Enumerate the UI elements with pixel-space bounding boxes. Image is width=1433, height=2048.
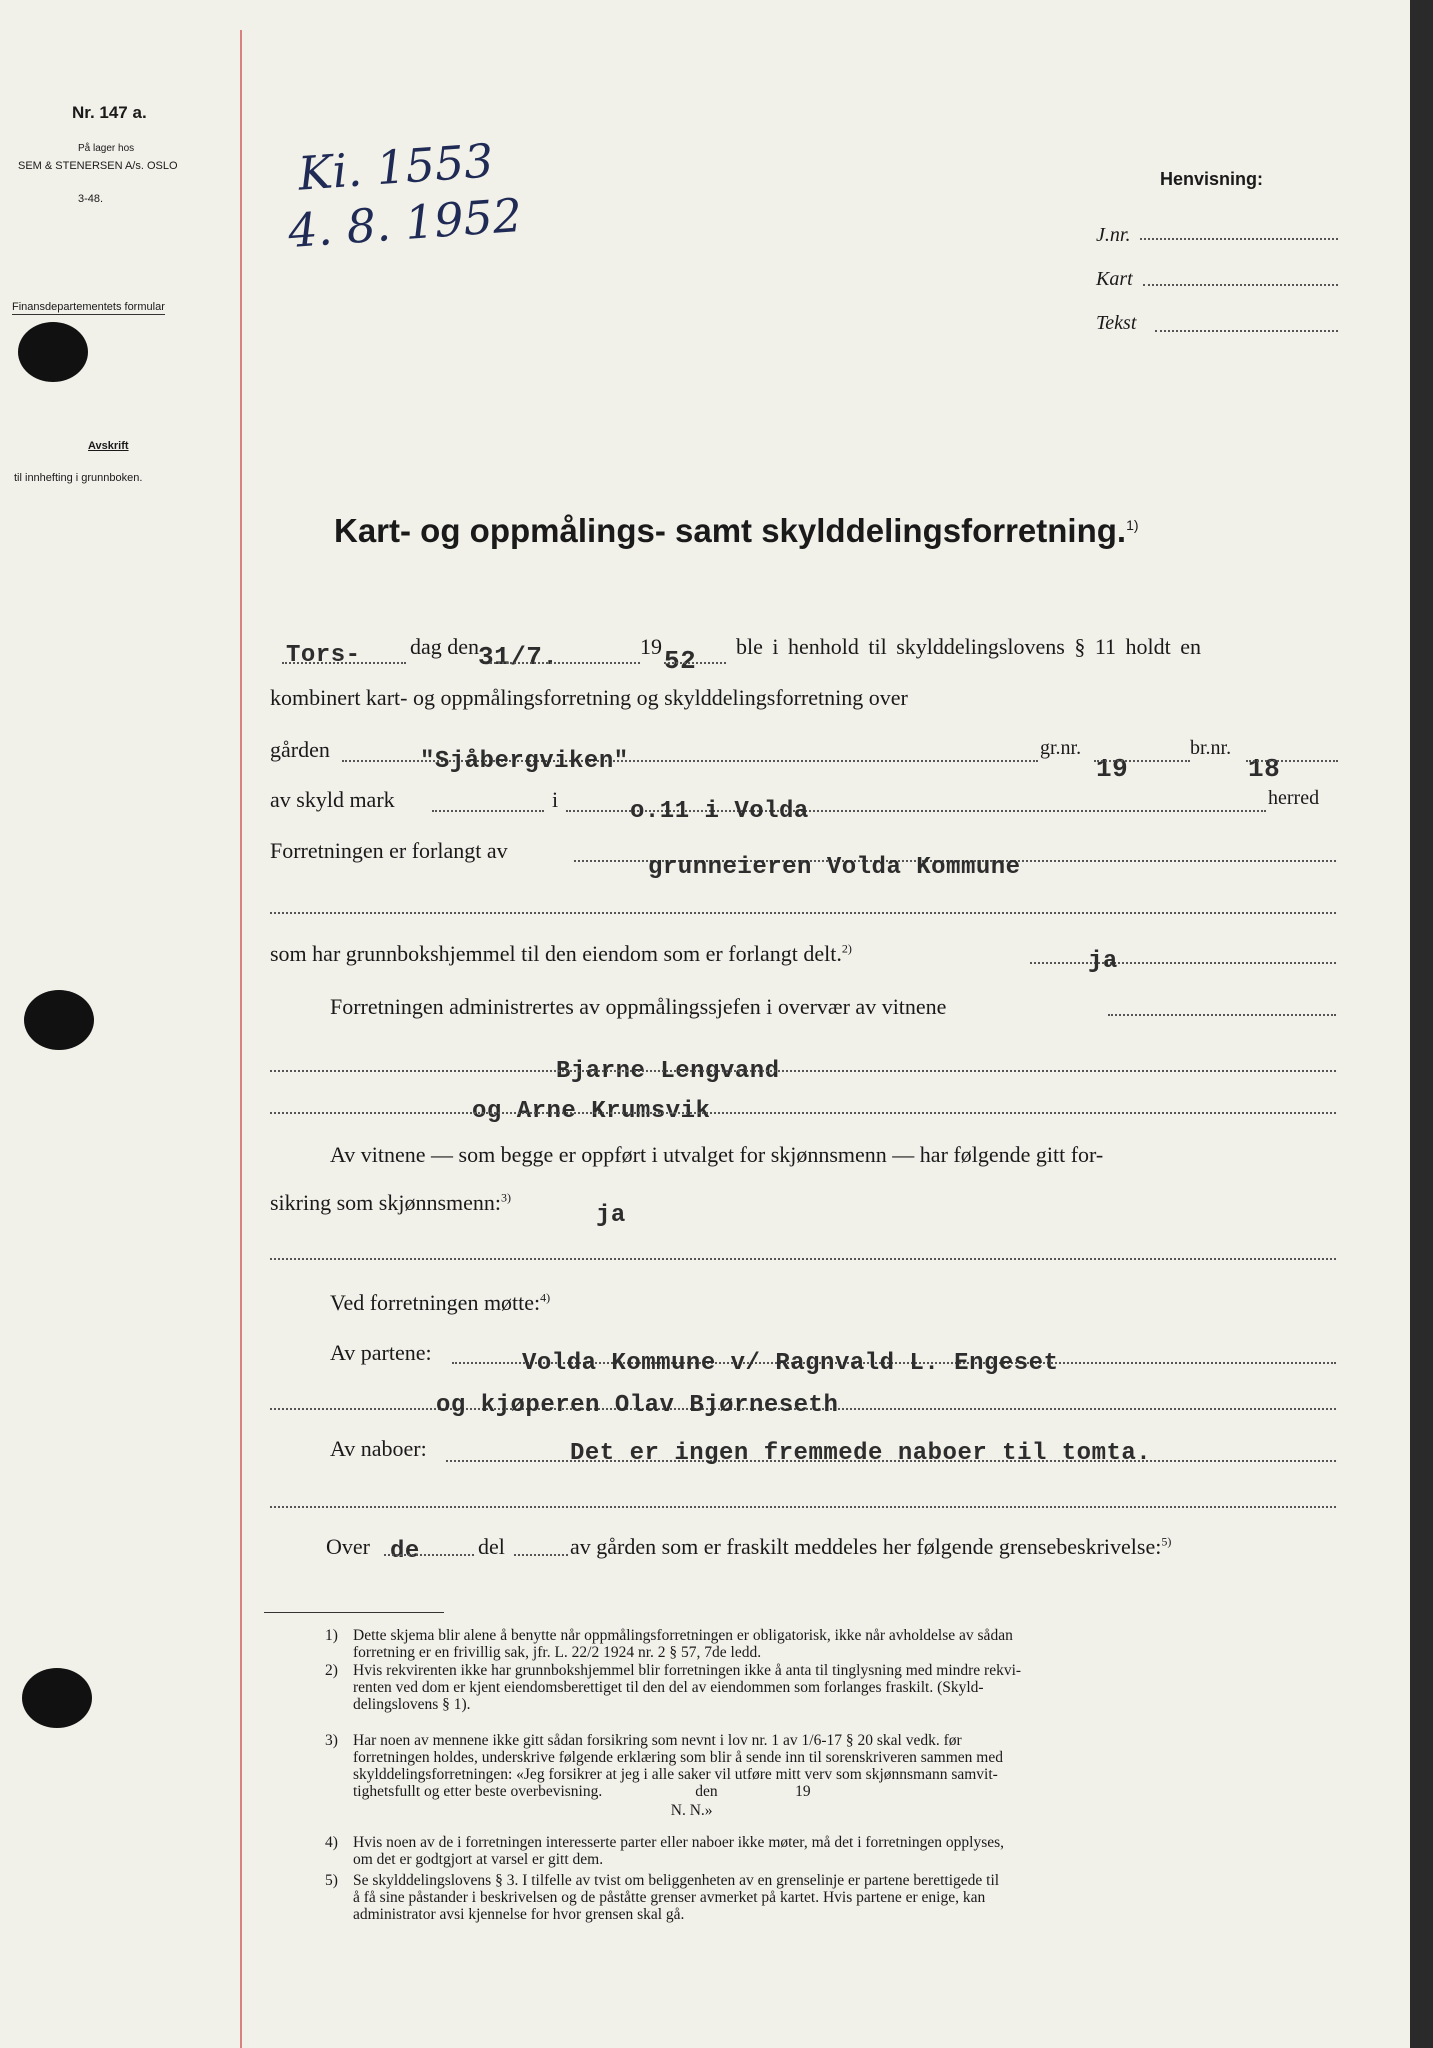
- farm-name: "Sjåbergviken": [420, 748, 629, 775]
- grunnbok-value: ja: [1088, 948, 1118, 975]
- publisher-line1: På lager hos: [78, 143, 135, 154]
- boundary-text: [570, 1534, 1171, 1560]
- skyld-i: i: [552, 787, 559, 812]
- footnote-line: Hvis rekvirenten ikke har grunnbokshjemmel blir forretningen ikke å anta til tinglysning med mindre rekvi-: [353, 1662, 1022, 1679]
- form-number: Nr. 147 a.: [72, 103, 147, 122]
- footnote-line: om det er godtgjort at varsel er gitt dem.: [353, 1851, 604, 1868]
- skyld-label: av skyld mark: [270, 787, 395, 812]
- footnote-signature: [325, 1802, 1335, 1819]
- skyld-line-a: [432, 810, 544, 812]
- reference-kart-label: Kart: [1096, 268, 1133, 290]
- footnote-number: 2): [325, 1662, 338, 1679]
- grunnbok-line: [1030, 962, 1336, 964]
- grnr-value: 19: [1096, 754, 1129, 784]
- intro-line2: kombinert kart- og oppmålingsforretning og skylddelingsforretning over: [270, 685, 908, 710]
- footnote-1: [325, 1627, 1335, 1661]
- present-label-text: Ved forretningen møtte:: [330, 1290, 541, 1315]
- witness-line-1: [270, 1070, 1336, 1072]
- footnote-line: delingslovens § 1).: [353, 1696, 471, 1713]
- footnote-number: 5): [325, 1872, 338, 1889]
- footnote-line: å få sine påstander i beskrivelsen og de påståtte grenser avmerket på kartet. Hvis partene er enige, kan: [353, 1889, 986, 1906]
- reference-tekst-label: Tekst: [1096, 312, 1137, 334]
- footnote-number: 1): [325, 1627, 338, 1644]
- date-line: [490, 662, 640, 664]
- year-typed: 52: [664, 646, 697, 676]
- grunnbok-mark: 2): [841, 941, 852, 956]
- publisher-line2: SEM & STENERSEN A/s. OSLO: [18, 160, 178, 172]
- requested-label: Forretningen er forlangt av: [270, 838, 508, 863]
- date-typed: 31/7.: [478, 642, 559, 672]
- footnote-line: tighetsfullt og etter beste overbevisning. den 19: [353, 1783, 811, 1800]
- footnote-number: 4): [325, 1834, 338, 1851]
- copy-purpose: til innhefting i grunnboken.: [14, 472, 143, 484]
- footnote-5: [325, 1872, 1335, 1923]
- boundary-mark: 5): [1161, 1534, 1172, 1549]
- reference-jnr-label: J.nr.: [1096, 224, 1131, 246]
- copy-label: Avskrift: [88, 440, 129, 452]
- del-label: del: [478, 1534, 505, 1559]
- footnote-line: Se skylddelingslovens § 3. I tilfelle av tvist om beliggenheten av en grenselinje er partene berettigede til: [353, 1872, 1000, 1889]
- form-origin: Finansdepartementets formular: [12, 301, 165, 313]
- punch-hole-top: [18, 322, 88, 382]
- footnote-line: N. N.»: [353, 1802, 713, 1819]
- year-line: [664, 662, 726, 664]
- footnote-2: [325, 1662, 1335, 1713]
- neighbours-line-2: [270, 1506, 1336, 1508]
- footnote-line: Dette skjema blir alene å benytte når oppmålingsforretningen er obligatorisk, ikke når avholdelse av sådan: [353, 1627, 1013, 1644]
- margin-rule: [240, 30, 242, 2048]
- over-label: Over: [326, 1534, 370, 1559]
- year-prefix: 19: [640, 634, 662, 659]
- requested-value: grunneieren Volda Kommune: [648, 854, 1021, 881]
- assurance-mark: 3): [501, 1190, 512, 1205]
- assurance-value: ja: [596, 1202, 626, 1229]
- weekday-line: [282, 662, 406, 664]
- skyld-value: o.11 i Volda: [630, 798, 809, 825]
- grunnbok-label: [270, 941, 852, 967]
- parties-line2: og kjøperen Olav Bjørneseth: [436, 1392, 839, 1419]
- witness-1: Bjarne Lengvand: [556, 1058, 780, 1085]
- document-title-text: Kart- og oppmålings- samt skylddelingsforretning.: [334, 512, 1127, 549]
- over-value: de: [390, 1538, 420, 1565]
- grunnbok-label-text: som har grunnbokshjemmel til den eiendom som er forlangt delt.: [270, 941, 842, 966]
- grnr-label: gr.nr.: [1040, 737, 1082, 759]
- sentence-rest: ble i henhold til skylddelingslovens § 11 holdt en: [736, 634, 1202, 659]
- footnote-separator: [264, 1612, 444, 1613]
- parties-line1: Volda Kommune v/ Ragnvald L. Engeset: [522, 1350, 1059, 1377]
- footnote-number: 3): [325, 1732, 338, 1749]
- footnote-line: skylddelingsforretningen: «Jeg forsikrer at jeg i alle saker vil utføre mitt verv som skjønnsmann samvit-: [353, 1766, 998, 1783]
- parties-label: Av partene:: [330, 1340, 432, 1365]
- handwritten-date: 4. 8. 1952: [286, 187, 524, 259]
- boundary-text-content: av gården som er fraskilt meddeles her følgende grensebeskrivelse:: [570, 1534, 1162, 1559]
- present-label: [330, 1290, 550, 1316]
- footnote-line: renten ved dom er kjent eiendomsberettiget til den del av eiendommen som forlanges fraskilt. (Skyld-: [353, 1679, 984, 1696]
- reference-tekst-line: [1155, 330, 1338, 332]
- handwritten-case-number: Ki. 1553: [296, 133, 496, 201]
- assurance-line-dots: [270, 1258, 1336, 1260]
- del-line: [514, 1554, 568, 1556]
- farm-label: gården: [270, 737, 330, 762]
- present-mark: 4): [540, 1290, 551, 1305]
- herred-label: herred: [1268, 787, 1320, 809]
- day-label: dag den: [410, 634, 480, 659]
- neighbours-label: Av naboer:: [330, 1436, 427, 1461]
- brnr-value: 18: [1248, 754, 1281, 784]
- footnote-line: administrator avsi kjennelse for hvor grensen skal gå.: [353, 1906, 685, 1923]
- footnote-3: [325, 1732, 1335, 1800]
- reference-jnr-line: [1140, 238, 1338, 240]
- punch-hole-bottom: [22, 1668, 92, 1728]
- reference-kart-line: [1143, 284, 1338, 286]
- neighbours-value: Det er ingen fremmede naboer til tomta.: [570, 1440, 1152, 1467]
- title-footnote-mark: 1): [1126, 517, 1139, 533]
- footnote-line: Har noen av mennene ikke gitt sådan forsikring som nevnt i lov nr. 1 av 1/6-17 § 20 skal vedk. før: [353, 1732, 962, 1749]
- brnr-label: br.nr.: [1190, 737, 1232, 759]
- punch-hole-middle: [24, 990, 94, 1050]
- assurance-line2-text: sikring som skjønnsmenn:: [270, 1190, 502, 1215]
- weekday-typed: Tors-: [286, 642, 361, 669]
- witness-line-2: [270, 1112, 1336, 1114]
- requested-line-2: [270, 912, 1336, 914]
- witness-2: og Arne Krumsvik: [472, 1098, 711, 1125]
- assurance-line1: Av vitnene — som begge er oppført i utvalget for skjønnsmenn — har følgende gitt for-: [330, 1142, 1104, 1167]
- footnote-line: Hvis noen av de i forretningen interesserte parter eller naboer ikke møter, må det i forretningen opplyses,: [353, 1834, 1005, 1851]
- reference-title: Henvisning:: [1160, 169, 1264, 189]
- print-date: 3-48.: [78, 193, 104, 205]
- document-title: [334, 512, 1139, 550]
- admin-line: [1108, 1014, 1336, 1016]
- admin-label: Forretningen administrertes av oppmålingssjefen i overvær av vitnene: [330, 994, 947, 1019]
- brnr-line: [1246, 760, 1338, 762]
- footnote-line: forretningen holdes, underskrive følgende erklæring som blir å sende inn til sorenskriveren sammen med: [353, 1749, 1003, 1766]
- over-line: [384, 1554, 474, 1556]
- assurance-line2: [270, 1190, 511, 1216]
- footnote-4: [325, 1834, 1335, 1868]
- footnote-line: forretning er en frivillig sak, jfr. L. 22/2 1924 nr. 2 § 57, 7de ledd.: [353, 1644, 762, 1661]
- grnr-line: [1094, 760, 1190, 762]
